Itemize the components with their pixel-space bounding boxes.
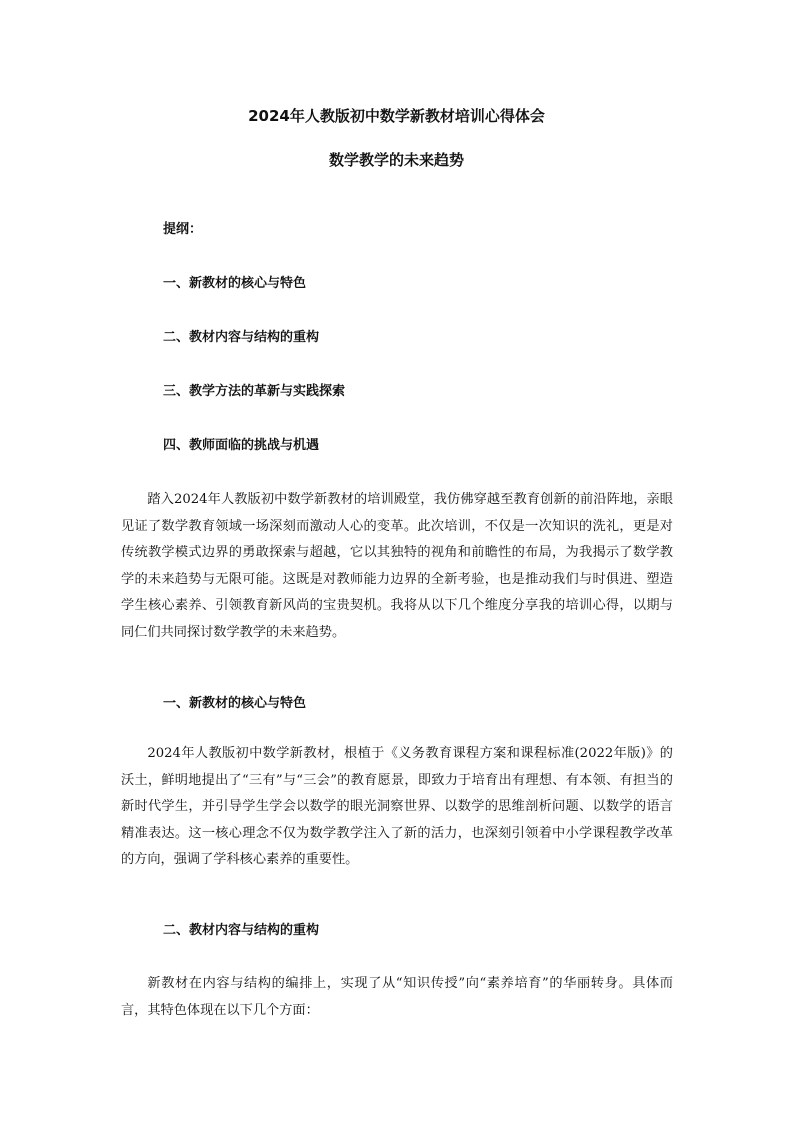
outline-label: 提纲： <box>163 222 203 237</box>
outline-item-1: 一、新教材的核心与特色 <box>163 276 307 291</box>
outline-item-3: 三、教学方法的革新与实践探索 <box>163 384 346 399</box>
section-paragraph-1: 2024年人教版初中数学新教材，根植于《义务教育课程方案和课程标准(2022年版)》的沃土，鲜明地提出了“三有”与“三会”的教育愿景，即致力于培育出有理想、有本领、有担当的新时代学生，并引导学生学会以数学的眼光洞察世界、以数学的思维剖析问题、以数学的语言精准表达。这一核心理念不仅为数学教学注入了新的活力，也深刻引领着中小学课程教学改革的方向，强调了学科核心素养的重要性。 <box>121 746 673 868</box>
section-heading-2: 二、教材内容与结构的重构 <box>163 923 320 938</box>
outline-item-2: 二、教材内容与结构的重构 <box>163 330 320 345</box>
section-paragraph-2: 新教材在内容与结构的编排上，实现了从“知识传授”向“素养培育”的华丽转身。具体而言，其特色体现在以下几个方面： <box>121 976 673 1018</box>
intro-paragraph: 踏入2024年人教版初中数学新教材的培训殿堂，我仿佛穿越至教育创新的前沿阵地，亲眼见证了数学教育领域一场深刻而激动人心的变革。此次培训，不仅是一次知识的洗礼，更是对传统教学模式边界的勇敢探索与超越，它以其独特的视角和前瞻性的布局，为我揭示了数学教学的未来趋势与无限可能。这既是对教师能力边界的全新考验，也是推动我们与时俱进、塑造学生核心素养、引领教育新风尚的宝贵契机。我将从以下几个维度分享我的培训心得，以期与同仁们共同探讨数学教学的未来趋势。 <box>121 492 673 640</box>
outline-item-4: 四、教师面临的挑战与机遇 <box>163 438 320 453</box>
section-heading-1: 一、新教材的核心与特色 <box>163 696 307 711</box>
document-subtitle: 数学教学的未来趋势 <box>328 151 464 169</box>
document-title: 2024年人教版初中数学新教材培训心得体会 <box>248 107 545 125</box>
